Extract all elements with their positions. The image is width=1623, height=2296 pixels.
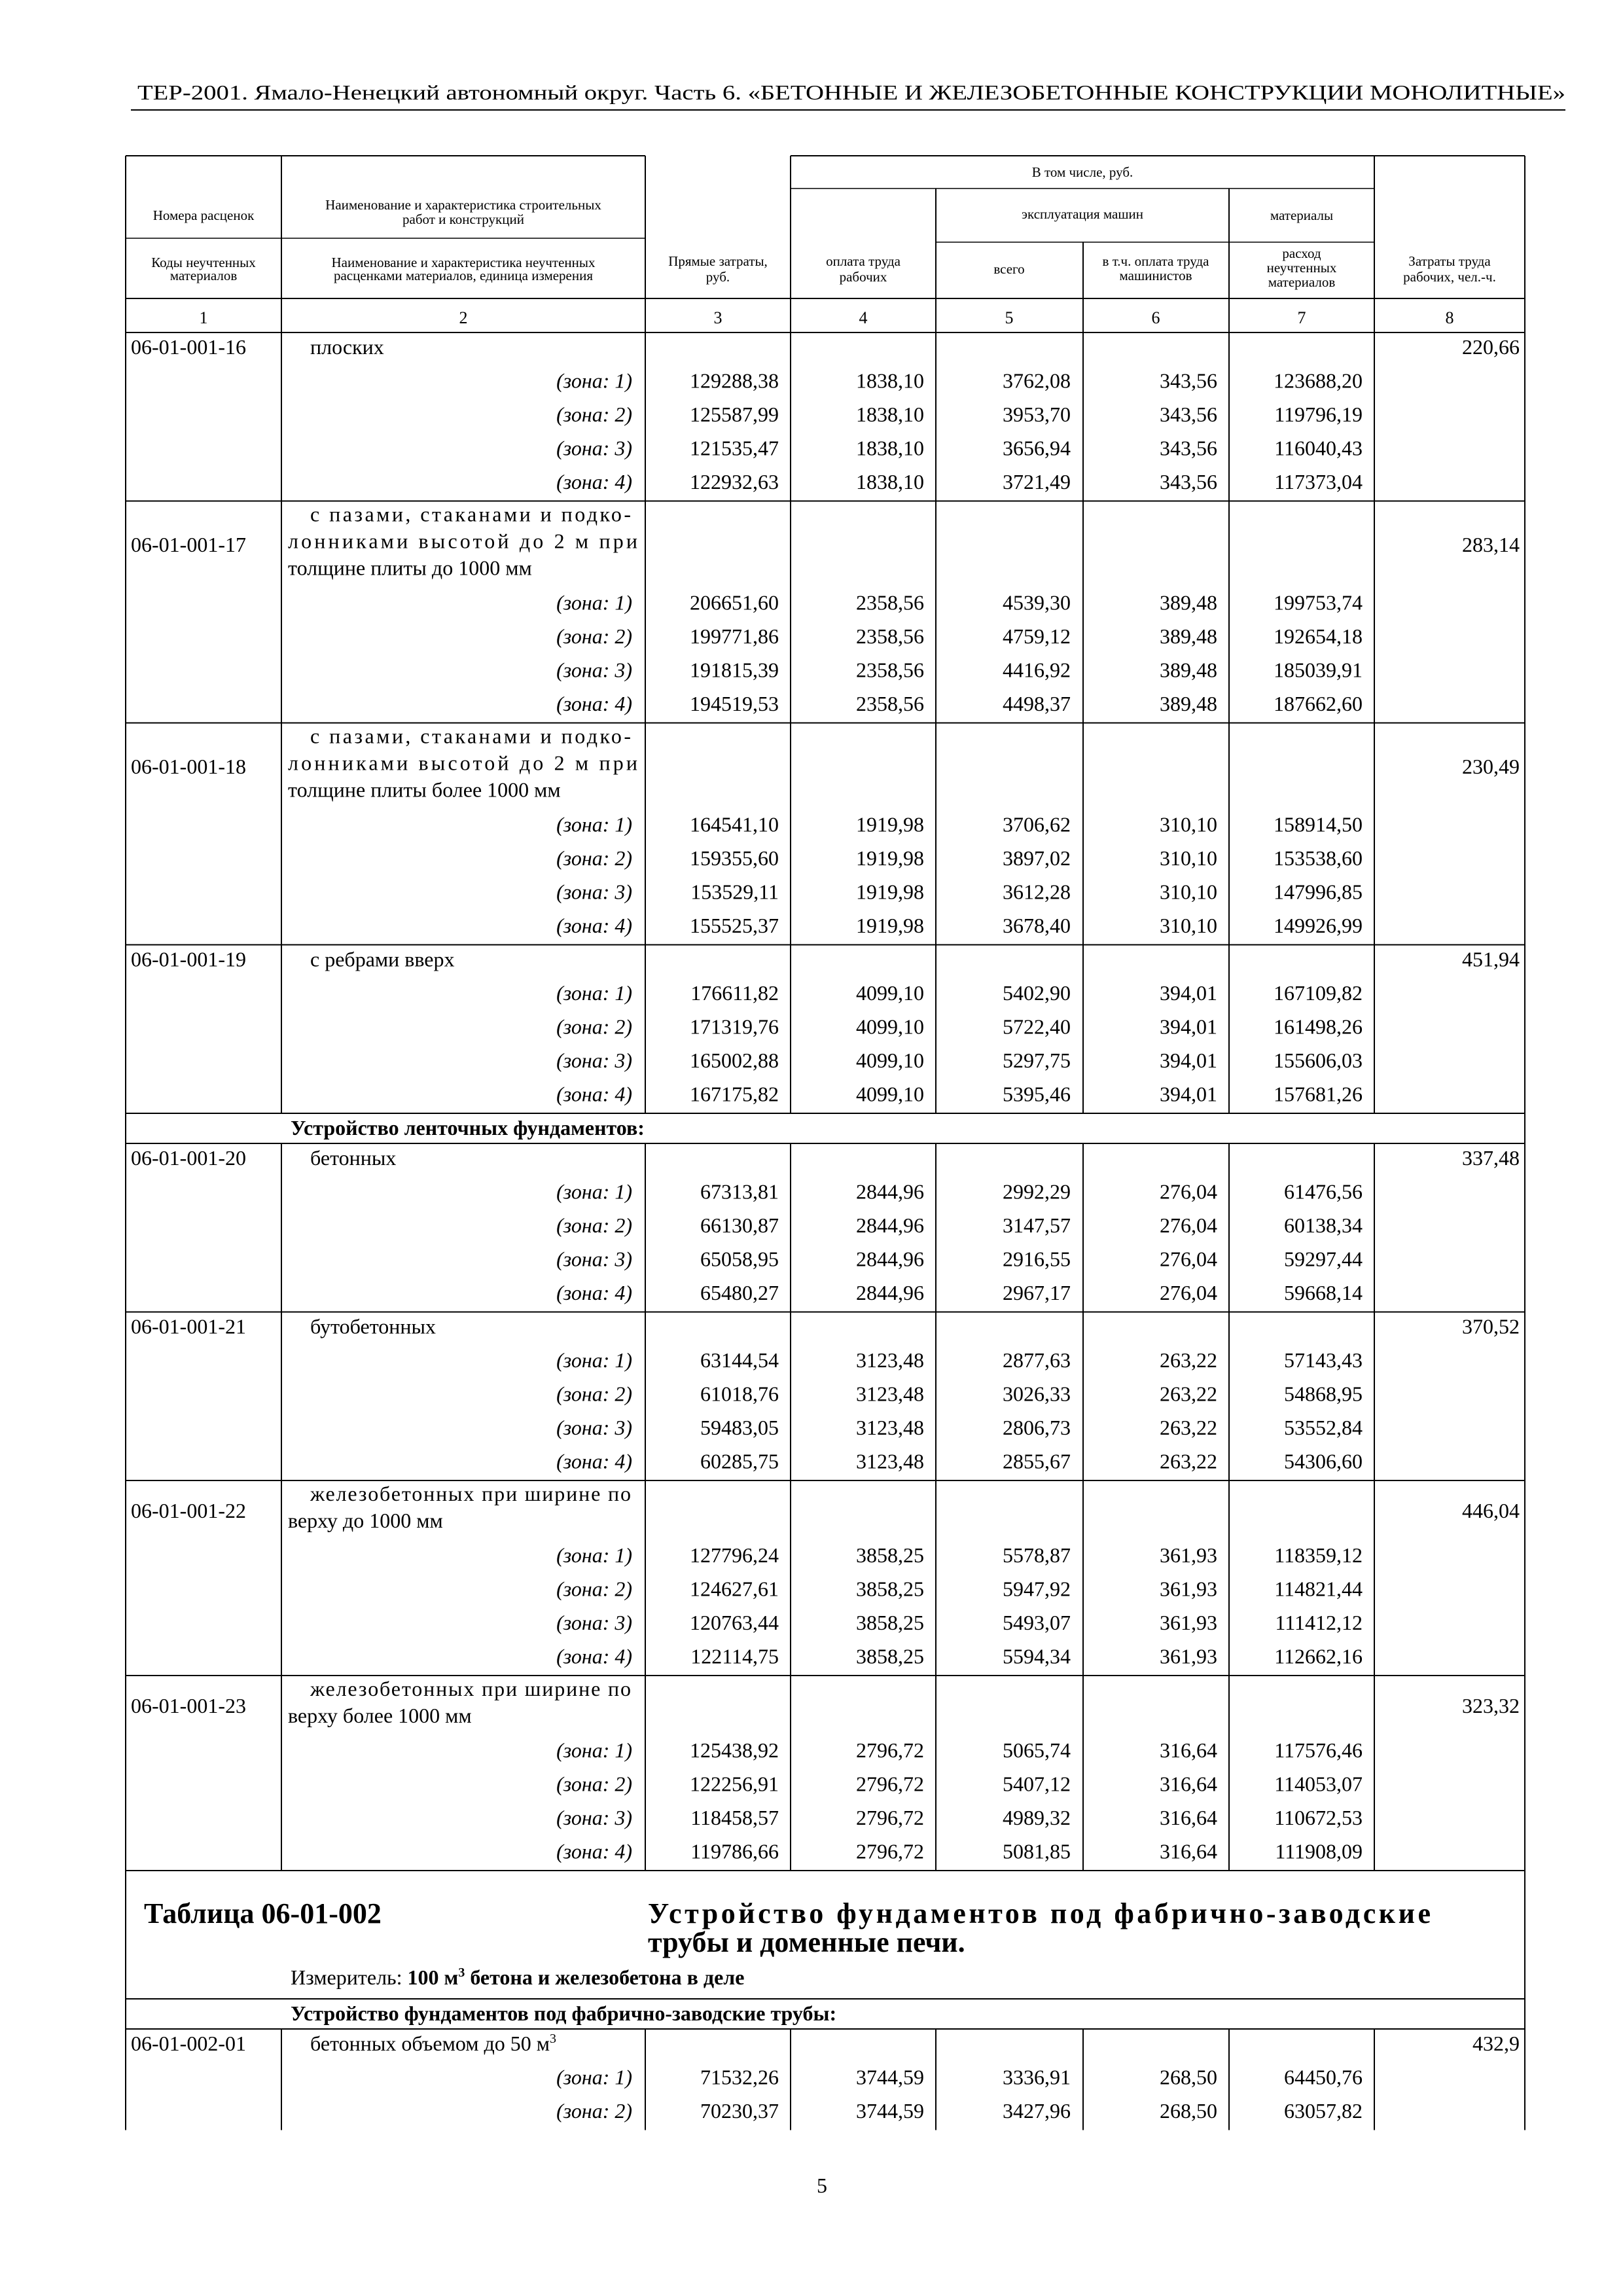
zone-label: (зона: 2) bbox=[556, 624, 632, 648]
cost-value: 147996,85 bbox=[1274, 880, 1363, 904]
col2-subtitle-2: расценками материалов, единица измерения bbox=[333, 268, 594, 283]
incl-title: В том числе, руб. bbox=[1031, 164, 1133, 180]
work-name: верху до 1000 мм bbox=[288, 1509, 443, 1532]
work-name: бетонных bbox=[310, 1146, 397, 1170]
section-title: Устройство ленточных фундаментов: bbox=[291, 1116, 645, 1139]
col-number: 5 bbox=[1005, 308, 1014, 327]
cost-value: 66130,87 bbox=[700, 1213, 779, 1237]
cost-value: 3123,48 bbox=[856, 1382, 924, 1406]
col3-title-2: руб. bbox=[705, 269, 730, 285]
cost-value: 54868,95 bbox=[1284, 1382, 1363, 1406]
zone-label: (зона: 4) bbox=[556, 914, 632, 937]
table-title: Устройство фундаментов под фабрично-заводские bbox=[648, 1897, 1431, 1929]
labor-cost: 283,14 bbox=[1462, 533, 1520, 556]
cost-value: 116040,43 bbox=[1274, 436, 1363, 460]
zone-label: (зона: 1) bbox=[556, 1179, 632, 1204]
cost-value: 194519,53 bbox=[690, 692, 779, 715]
cost-value: 361,93 bbox=[1160, 1543, 1217, 1567]
work-name: бутобетонных bbox=[310, 1314, 436, 1338]
cost-value: 157681,26 bbox=[1274, 1082, 1363, 1106]
cost-value: 2358,56 bbox=[856, 692, 924, 715]
cost-value: 4759,12 bbox=[1003, 624, 1071, 648]
cost-value: 155606,03 bbox=[1274, 1049, 1363, 1072]
col3-title-1: Прямые затраты, bbox=[668, 253, 768, 269]
zone-label: (зона: 2) bbox=[556, 1382, 632, 1406]
col1-subtitle-2: материалов bbox=[169, 268, 238, 283]
cost-value: 343,56 bbox=[1160, 368, 1217, 393]
cost-value: 127796,24 bbox=[690, 1543, 779, 1567]
meter-value: 100 м bbox=[407, 1965, 459, 1989]
unit-superscript: 3 bbox=[550, 2032, 557, 2046]
zone-label: (зона: 4) bbox=[556, 1449, 632, 1473]
work-name: бетонных объемом до 50 $м^3$ bbox=[310, 2032, 557, 2055]
cost-value: 192654,18 bbox=[1274, 624, 1363, 648]
cost-value: 61018,76 bbox=[700, 1382, 779, 1406]
cost-value: 1919,98 bbox=[856, 914, 924, 937]
work-name: лонниками высотой до 2 м при bbox=[288, 751, 637, 775]
cost-value: 2796,72 bbox=[856, 1772, 924, 1796]
cost-value: 2844,96 bbox=[856, 1213, 924, 1237]
cost-value: 3123,48 bbox=[856, 1449, 924, 1473]
machines-title: эксплуатация машин bbox=[1022, 206, 1143, 222]
col5-title: всего bbox=[993, 261, 1025, 277]
cost-value: 165002,88 bbox=[690, 1049, 779, 1072]
work-name: железобетонных при ширине по bbox=[310, 1677, 631, 1700]
cost-value: 394,01 bbox=[1160, 1014, 1217, 1039]
cost-value: 3953,70 bbox=[1003, 403, 1071, 426]
cost-value: 2796,72 bbox=[856, 1806, 924, 1829]
cost-value: 4989,32 bbox=[1003, 1806, 1071, 1829]
col2-title-2: работ и конструкций bbox=[402, 211, 524, 227]
cost-value: 54306,60 bbox=[1284, 1449, 1363, 1473]
work-name: лонниками высотой до 2 м при bbox=[288, 529, 637, 553]
cost-value: 59668,14 bbox=[1284, 1281, 1363, 1304]
cost-value: 2358,56 bbox=[856, 624, 924, 648]
cost-value: 5578,87 bbox=[1003, 1543, 1071, 1567]
labor-cost: 432,9 bbox=[1472, 2032, 1520, 2055]
col8-title-1: Затраты труда bbox=[1408, 253, 1491, 269]
cost-value: 389,48 bbox=[1160, 658, 1217, 682]
cost-value: 394,01 bbox=[1160, 1049, 1217, 1072]
zone-label: (зона: 2) bbox=[556, 846, 632, 870]
col-number: 7 bbox=[1297, 308, 1306, 327]
cost-value: 276,04 bbox=[1160, 1213, 1217, 1237]
rate-code: 06-01-001-22 bbox=[131, 1499, 246, 1522]
cost-value: 389,48 bbox=[1160, 590, 1217, 615]
cost-value: 2844,96 bbox=[856, 1247, 924, 1271]
cost-value: 5081,85 bbox=[1003, 1839, 1071, 1863]
cost-value: 65480,27 bbox=[700, 1281, 779, 1304]
zone-label: (зона: 1) bbox=[556, 981, 632, 1005]
cost-value: 111908,09 bbox=[1275, 1839, 1363, 1863]
zone-label: (зона: 1) bbox=[556, 812, 632, 836]
zone-label: (зона: 3) bbox=[556, 880, 632, 904]
cost-value: 263,22 bbox=[1160, 1348, 1217, 1372]
cost-value: 2796,72 bbox=[856, 1738, 924, 1762]
cost-value: 63057,82 bbox=[1284, 2099, 1363, 2123]
cost-value: 2806,73 bbox=[1003, 1416, 1071, 1439]
cost-value: 2358,56 bbox=[856, 590, 924, 615]
cost-value: 4539,30 bbox=[1003, 590, 1071, 615]
cost-value: 2877,63 bbox=[1003, 1348, 1071, 1372]
zone-label: (зона: 2) bbox=[556, 1772, 632, 1796]
cost-value: 3123,48 bbox=[856, 1348, 924, 1372]
col-number: 4 bbox=[859, 308, 868, 327]
cost-value: 5493,07 bbox=[1003, 1611, 1071, 1634]
cost-value: 310,10 bbox=[1160, 880, 1217, 904]
zone-label: (зона: 3) bbox=[556, 1049, 632, 1072]
cost-value: 122932,63 bbox=[690, 470, 779, 493]
zone-label: (зона: 3) bbox=[556, 1611, 632, 1634]
cost-value: 61476,56 bbox=[1284, 1179, 1363, 1204]
cost-value: 276,04 bbox=[1160, 1247, 1217, 1271]
cost-value: 3678,40 bbox=[1003, 914, 1071, 937]
cost-value: 114053,07 bbox=[1274, 1772, 1363, 1796]
cost-value: 5065,74 bbox=[1003, 1738, 1071, 1762]
cost-value: 268,50 bbox=[1160, 2065, 1217, 2089]
cost-value: 316,64 bbox=[1160, 1806, 1217, 1829]
col-number: 1 bbox=[199, 308, 208, 327]
labor-cost: 446,04 bbox=[1462, 1499, 1520, 1522]
cost-value: 158914,50 bbox=[1274, 812, 1363, 836]
zone-label: (зона: 2) bbox=[556, 1213, 632, 1237]
zone-label: (зона: 1) bbox=[556, 1738, 632, 1762]
labor-cost: 220,66 bbox=[1462, 335, 1520, 359]
cost-value: 4099,10 bbox=[856, 981, 924, 1005]
cost-value: 121535,47 bbox=[690, 436, 779, 460]
cost-value: 4498,37 bbox=[1003, 692, 1071, 715]
cost-value: 120763,44 bbox=[690, 1611, 779, 1634]
cost-value: 122256,91 bbox=[690, 1772, 779, 1796]
cost-value: 171319,76 bbox=[690, 1014, 779, 1039]
cost-value: 3744,59 bbox=[856, 2065, 924, 2089]
work-name: с пазами, стаканами и подко- bbox=[310, 502, 631, 526]
zone-label: (зона: 4) bbox=[556, 470, 632, 493]
rate-code: 06-01-001-23 bbox=[131, 1694, 246, 1717]
cost-value: 3762,08 bbox=[1003, 368, 1071, 393]
cost-value: 67313,81 bbox=[700, 1179, 779, 1204]
cost-value: 125587,99 bbox=[690, 403, 779, 426]
cost-value: 167109,82 bbox=[1274, 981, 1363, 1005]
col-number: 2 bbox=[459, 308, 468, 327]
cost-value: 1838,10 bbox=[856, 368, 924, 393]
col8-title-2: рабочих, чел.-ч. bbox=[1403, 269, 1496, 285]
cost-value: 167175,82 bbox=[690, 1082, 779, 1106]
col-number: 6 bbox=[1151, 308, 1160, 327]
cost-value: 155525,37 bbox=[690, 914, 779, 937]
meter-suffix: бетона и железобетона в деле bbox=[465, 1965, 745, 1989]
table-title: трубы и доменные печи. bbox=[648, 1926, 965, 1958]
zone-label: (зона: 2) bbox=[556, 1014, 632, 1039]
cost-value: 5402,90 bbox=[1003, 981, 1071, 1005]
labor-cost: 451,94 bbox=[1462, 947, 1520, 971]
cost-value: 59483,05 bbox=[700, 1416, 779, 1439]
cost-value: 1838,10 bbox=[856, 470, 924, 493]
col1-subtitle-1: Коды неучтенных bbox=[151, 255, 256, 270]
cost-value: 206651,60 bbox=[690, 590, 779, 615]
zone-label: (зона: 3) bbox=[556, 436, 632, 460]
cost-value: 276,04 bbox=[1160, 1179, 1217, 1204]
cost-value: 389,48 bbox=[1160, 692, 1217, 715]
cost-value: 153529,11 bbox=[690, 880, 779, 904]
cost-value: 263,22 bbox=[1160, 1449, 1217, 1473]
cost-value: 70230,37 bbox=[700, 2099, 779, 2123]
column-header bbox=[126, 156, 1525, 332]
cost-value: 159355,60 bbox=[690, 846, 779, 870]
materials-title: материалы bbox=[1270, 207, 1334, 223]
cost-value: 2358,56 bbox=[856, 658, 924, 682]
zone-label: (зона: 4) bbox=[556, 692, 632, 715]
col6-title-2: машинистов bbox=[1119, 268, 1192, 283]
col4-title-2: рабочих bbox=[839, 269, 887, 285]
col2-subtitle-1: Наименование и характеристика неучтенных bbox=[331, 255, 596, 270]
cost-value: 60138,34 bbox=[1284, 1213, 1363, 1237]
cost-value: 4099,10 bbox=[856, 1049, 924, 1072]
cost-value: 2855,67 bbox=[1003, 1449, 1071, 1473]
cost-value: 361,93 bbox=[1160, 1611, 1217, 1634]
zone-label: (зона: 1) bbox=[556, 368, 632, 393]
zone-label: (зона: 4) bbox=[556, 1644, 632, 1668]
cost-value: 316,64 bbox=[1160, 1738, 1217, 1762]
cost-value: 65058,95 bbox=[700, 1247, 779, 1271]
cost-value: 112662,16 bbox=[1274, 1644, 1363, 1668]
cost-value: 2916,55 bbox=[1003, 1247, 1071, 1271]
cost-value: 2992,29 bbox=[1003, 1179, 1071, 1204]
cost-value: 119786,66 bbox=[690, 1839, 779, 1863]
cost-value: 276,04 bbox=[1160, 1281, 1217, 1304]
cost-value: 343,56 bbox=[1160, 403, 1217, 426]
cost-value: 64450,76 bbox=[1284, 2065, 1363, 2089]
zone-label: (зона: 3) bbox=[556, 1247, 632, 1271]
page-number: 5 bbox=[817, 2174, 827, 2197]
cost-value: 3336,91 bbox=[1003, 2065, 1071, 2089]
col6-title-1: в т.ч. оплата труда bbox=[1102, 253, 1209, 269]
col4-title-1: оплата труда bbox=[826, 253, 901, 269]
zone-label: (зона: 3) bbox=[556, 658, 632, 682]
cost-value: 63144,54 bbox=[700, 1348, 779, 1372]
rate-code: 06-01-001-17 bbox=[131, 533, 246, 556]
col7-title-3: материалов bbox=[1268, 274, 1336, 290]
cost-value: 310,10 bbox=[1160, 914, 1217, 937]
meter-label: Измеритель: 100 $м^3$ бетона и железобетона в деле bbox=[291, 1965, 745, 1989]
rate-code: 06-01-001-21 bbox=[131, 1314, 246, 1338]
zone-label: (зона: 1) bbox=[556, 1543, 632, 1567]
labor-cost: 323,32 bbox=[1462, 1694, 1520, 1717]
cost-value: 5722,40 bbox=[1003, 1014, 1071, 1039]
cost-value: 176611,82 bbox=[690, 981, 779, 1005]
cost-value: 263,22 bbox=[1160, 1416, 1217, 1439]
cost-value: 316,64 bbox=[1160, 1772, 1217, 1796]
cost-value: 2844,96 bbox=[856, 1281, 924, 1304]
labor-cost: 230,49 bbox=[1462, 755, 1520, 778]
cost-value: 268,50 bbox=[1160, 2099, 1217, 2123]
section-title: Устройство фундаментов под фабрично-заводские трубы: bbox=[291, 2001, 837, 2025]
col-number: 3 bbox=[713, 308, 722, 327]
rate-code: 06-01-002-01 bbox=[131, 2032, 246, 2055]
cost-value: 57143,43 bbox=[1284, 1348, 1363, 1372]
cost-value: 4416,92 bbox=[1003, 658, 1071, 682]
labor-cost: 370,52 bbox=[1462, 1314, 1520, 1338]
cost-value: 343,56 bbox=[1160, 470, 1217, 493]
col2-title-1: Наименование и характеристика строительных bbox=[325, 197, 601, 213]
work-name: верху более 1000 мм bbox=[288, 1704, 472, 1727]
cost-value: 3123,48 bbox=[856, 1416, 924, 1439]
running-header: ТЕР-2001. Ямало-Ненецкий автономный округ. Часть 6. «БЕТОННЫЕ И ЖЕЛЕЗОБЕТОННЫЕ КОНСТРУКЦИИ МОНОЛИТНЫЕ» bbox=[137, 81, 1565, 104]
cost-value: 316,64 bbox=[1160, 1839, 1217, 1863]
cost-value: 110672,53 bbox=[1274, 1806, 1363, 1829]
cost-value: 263,22 bbox=[1160, 1382, 1217, 1406]
cost-value: 111412,12 bbox=[1275, 1611, 1363, 1634]
cost-value: 1838,10 bbox=[856, 403, 924, 426]
cost-value: 123688,20 bbox=[1274, 368, 1363, 393]
cost-value: 1838,10 bbox=[856, 436, 924, 460]
cost-value: 59297,44 bbox=[1284, 1247, 1363, 1271]
cost-value: 125438,92 bbox=[690, 1738, 779, 1762]
cost-value: 361,93 bbox=[1160, 1644, 1217, 1668]
cost-value: 199771,86 bbox=[690, 624, 779, 648]
cost-value: 149926,99 bbox=[1274, 914, 1363, 937]
col1-title: Номера расценок bbox=[152, 207, 255, 223]
cost-value: 5395,46 bbox=[1003, 1082, 1071, 1106]
cost-value: 4099,10 bbox=[856, 1082, 924, 1106]
rate-code: 06-01-001-16 bbox=[131, 335, 246, 359]
cost-value: 117373,04 bbox=[1274, 470, 1363, 493]
col7-title-1: расход bbox=[1282, 245, 1321, 261]
cost-value: 2844,96 bbox=[856, 1179, 924, 1204]
cost-value: 118458,57 bbox=[690, 1806, 779, 1829]
cost-value: 394,01 bbox=[1160, 1082, 1217, 1106]
cost-value: 394,01 bbox=[1160, 981, 1217, 1005]
cost-value: 71532,26 bbox=[700, 2065, 779, 2089]
cost-value: 3656,94 bbox=[1003, 436, 1071, 460]
cost-value: 3427,96 bbox=[1003, 2099, 1071, 2123]
cost-value: 187662,60 bbox=[1274, 692, 1363, 715]
cost-value: 2796,72 bbox=[856, 1839, 924, 1863]
cost-value: 389,48 bbox=[1160, 624, 1217, 648]
work-name: толщине плиты более 1000 мм bbox=[288, 778, 561, 802]
zone-label: (зона: 4) bbox=[556, 1082, 632, 1106]
cost-value: 3858,25 bbox=[856, 1611, 924, 1634]
cost-value: 53552,84 bbox=[1284, 1416, 1363, 1439]
cost-value: 153538,60 bbox=[1274, 846, 1363, 870]
zone-label: (зона: 1) bbox=[556, 1348, 632, 1372]
cost-value: 1919,98 bbox=[856, 880, 924, 904]
cost-value: 118359,12 bbox=[1274, 1543, 1363, 1567]
cost-value: 3897,02 bbox=[1003, 846, 1071, 870]
cost-value: 343,56 bbox=[1160, 436, 1217, 460]
labor-cost: 337,48 bbox=[1462, 1146, 1520, 1170]
cost-value: 3858,25 bbox=[856, 1577, 924, 1601]
cost-value: 5947,92 bbox=[1003, 1577, 1071, 1601]
cost-value: 1919,98 bbox=[856, 812, 924, 836]
cost-value: 3147,57 bbox=[1003, 1213, 1071, 1237]
col-number: 8 bbox=[1445, 308, 1454, 327]
cost-value: 310,10 bbox=[1160, 846, 1217, 870]
cost-value: 129288,38 bbox=[690, 368, 779, 393]
cost-value: 1919,98 bbox=[856, 846, 924, 870]
zone-label: (зона: 2) bbox=[556, 1577, 632, 1601]
rate-code: 06-01-001-18 bbox=[131, 755, 246, 778]
rate-code: 06-01-001-20 bbox=[131, 1146, 246, 1170]
cost-value: 5594,34 bbox=[1003, 1644, 1071, 1668]
zone-label: (зона: 4) bbox=[556, 1281, 632, 1304]
cost-value: 3612,28 bbox=[1003, 880, 1071, 904]
cost-value: 185039,91 bbox=[1274, 658, 1363, 682]
zone-label: (зона: 1) bbox=[556, 2065, 632, 2089]
meter-superscript: 3 bbox=[458, 1965, 465, 1980]
cost-value: 60285,75 bbox=[700, 1449, 779, 1473]
work-name: плоских bbox=[310, 335, 384, 359]
cost-value: 2967,17 bbox=[1003, 1281, 1071, 1304]
work-name: с пазами, стаканами и подко- bbox=[310, 724, 631, 748]
cost-value: 3858,25 bbox=[856, 1644, 924, 1668]
zone-label: (зона: 4) bbox=[556, 1839, 632, 1863]
zone-label: (зона: 3) bbox=[556, 1416, 632, 1439]
cost-value: 4099,10 bbox=[856, 1014, 924, 1039]
cost-value: 310,10 bbox=[1160, 812, 1217, 836]
cost-value: 191815,39 bbox=[690, 658, 779, 682]
cost-value: 122114,75 bbox=[690, 1644, 779, 1668]
rate-code: 06-01-001-19 bbox=[131, 947, 246, 971]
cost-value: 114821,44 bbox=[1274, 1577, 1363, 1601]
cost-value: 5407,12 bbox=[1003, 1772, 1071, 1796]
table-number: Таблица 06-01-002 bbox=[144, 1897, 382, 1929]
cost-value: 3721,49 bbox=[1003, 470, 1071, 493]
cost-value: 3858,25 bbox=[856, 1543, 924, 1567]
work-name: толщине плиты до 1000 мм bbox=[288, 556, 532, 580]
cost-value: 361,93 bbox=[1160, 1577, 1217, 1601]
cost-value: 3706,62 bbox=[1003, 812, 1071, 836]
cost-value: 5297,75 bbox=[1003, 1049, 1071, 1072]
table-body bbox=[126, 332, 1525, 2130]
cost-value: 117576,46 bbox=[1274, 1738, 1363, 1762]
cost-value: 119796,19 bbox=[1274, 403, 1363, 426]
cost-value: 161498,26 bbox=[1274, 1014, 1363, 1039]
cost-value: 164541,10 bbox=[690, 812, 779, 836]
zone-label: (зона: 2) bbox=[556, 403, 632, 426]
cost-value: 199753,74 bbox=[1274, 590, 1363, 615]
work-name: с ребрами вверх bbox=[310, 947, 455, 971]
cost-value: 3744,59 bbox=[856, 2099, 924, 2123]
cost-value: 3026,33 bbox=[1003, 1382, 1071, 1406]
work-name: железобетонных при ширине по bbox=[310, 1482, 631, 1505]
zone-label: (зона: 1) bbox=[556, 590, 632, 615]
zone-label: (зона: 3) bbox=[556, 1806, 632, 1829]
col7-title-2: неучтенных bbox=[1266, 260, 1337, 276]
zone-label: (зона: 2) bbox=[556, 2099, 632, 2123]
cost-value: 124627,61 bbox=[690, 1577, 779, 1601]
